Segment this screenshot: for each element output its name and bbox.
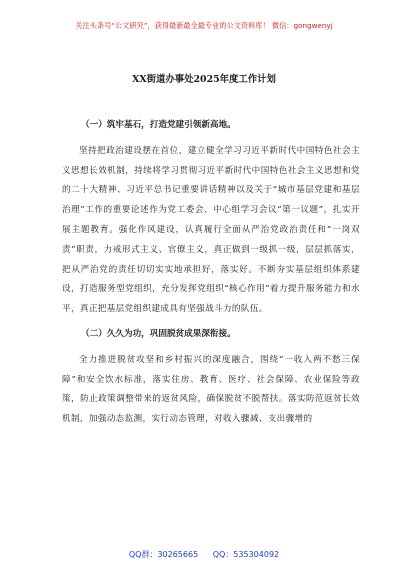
section-paragraph-1: 坚持把政治建设摆在首位，建立健全学习习近平新时代中国特色社会主义思想长效机制，持续将学习贯彻习近平新时代中国特色社会主义思想和党的二十大精神、习近平总书记重要讲话精神以及关于“城市基层党建和基层治理”工作的重要论述作为党工委会、中心组学习会议“第一议题”，扎实开展主题教育。强化作风建设，认真履行全面从严治党政治责任和“一岗双责”职责，力戒形式主义、官僚主义，真正做到一级抓一级，层层抓落实，把从严治党的责任切切实实地承担好，落实好。不断夯实基层组织体系建设，打造服务型党组织，充分发挥党组织“核心作用”着力提升服务能力和水平，真正把基层党组织建成具有坚强战斗力的队伍。 xyxy=(62,145,360,315)
header-banner: 关注头条号“公文研究”，获得最新最全最专业的公文资料库！ 微信：gongwenyj xyxy=(75,21,333,30)
document-title: XX街道办事处2025年度工作计划 xyxy=(132,74,276,85)
qq-number: QQ：535304092 xyxy=(212,550,280,559)
section-paragraph-2: 全力推进脱贫攻坚和乡村振兴的深度融合，围绕“一收入两不愁三保障”和安全饮水标准，落实住房、教育、医疗、社会保障、农业保险等政策，防止政策调整带来的返贫风险，确保脱贫不脱帮扶。落实防范返贫长效机制，加强动态监测，实行动态管理，对收入骤减、支出骤增的 xyxy=(62,354,360,425)
contact-footer xyxy=(0,549,408,560)
document-body xyxy=(62,116,360,435)
qq-group-number: QQ群：30265665 xyxy=(128,550,199,559)
section-heading-2: （二）久久为功，巩固脱贫成果深衔接。 xyxy=(81,328,236,339)
section-heading-1: （一）筑牢基石，打造党建引领新高地。 xyxy=(81,120,236,130)
